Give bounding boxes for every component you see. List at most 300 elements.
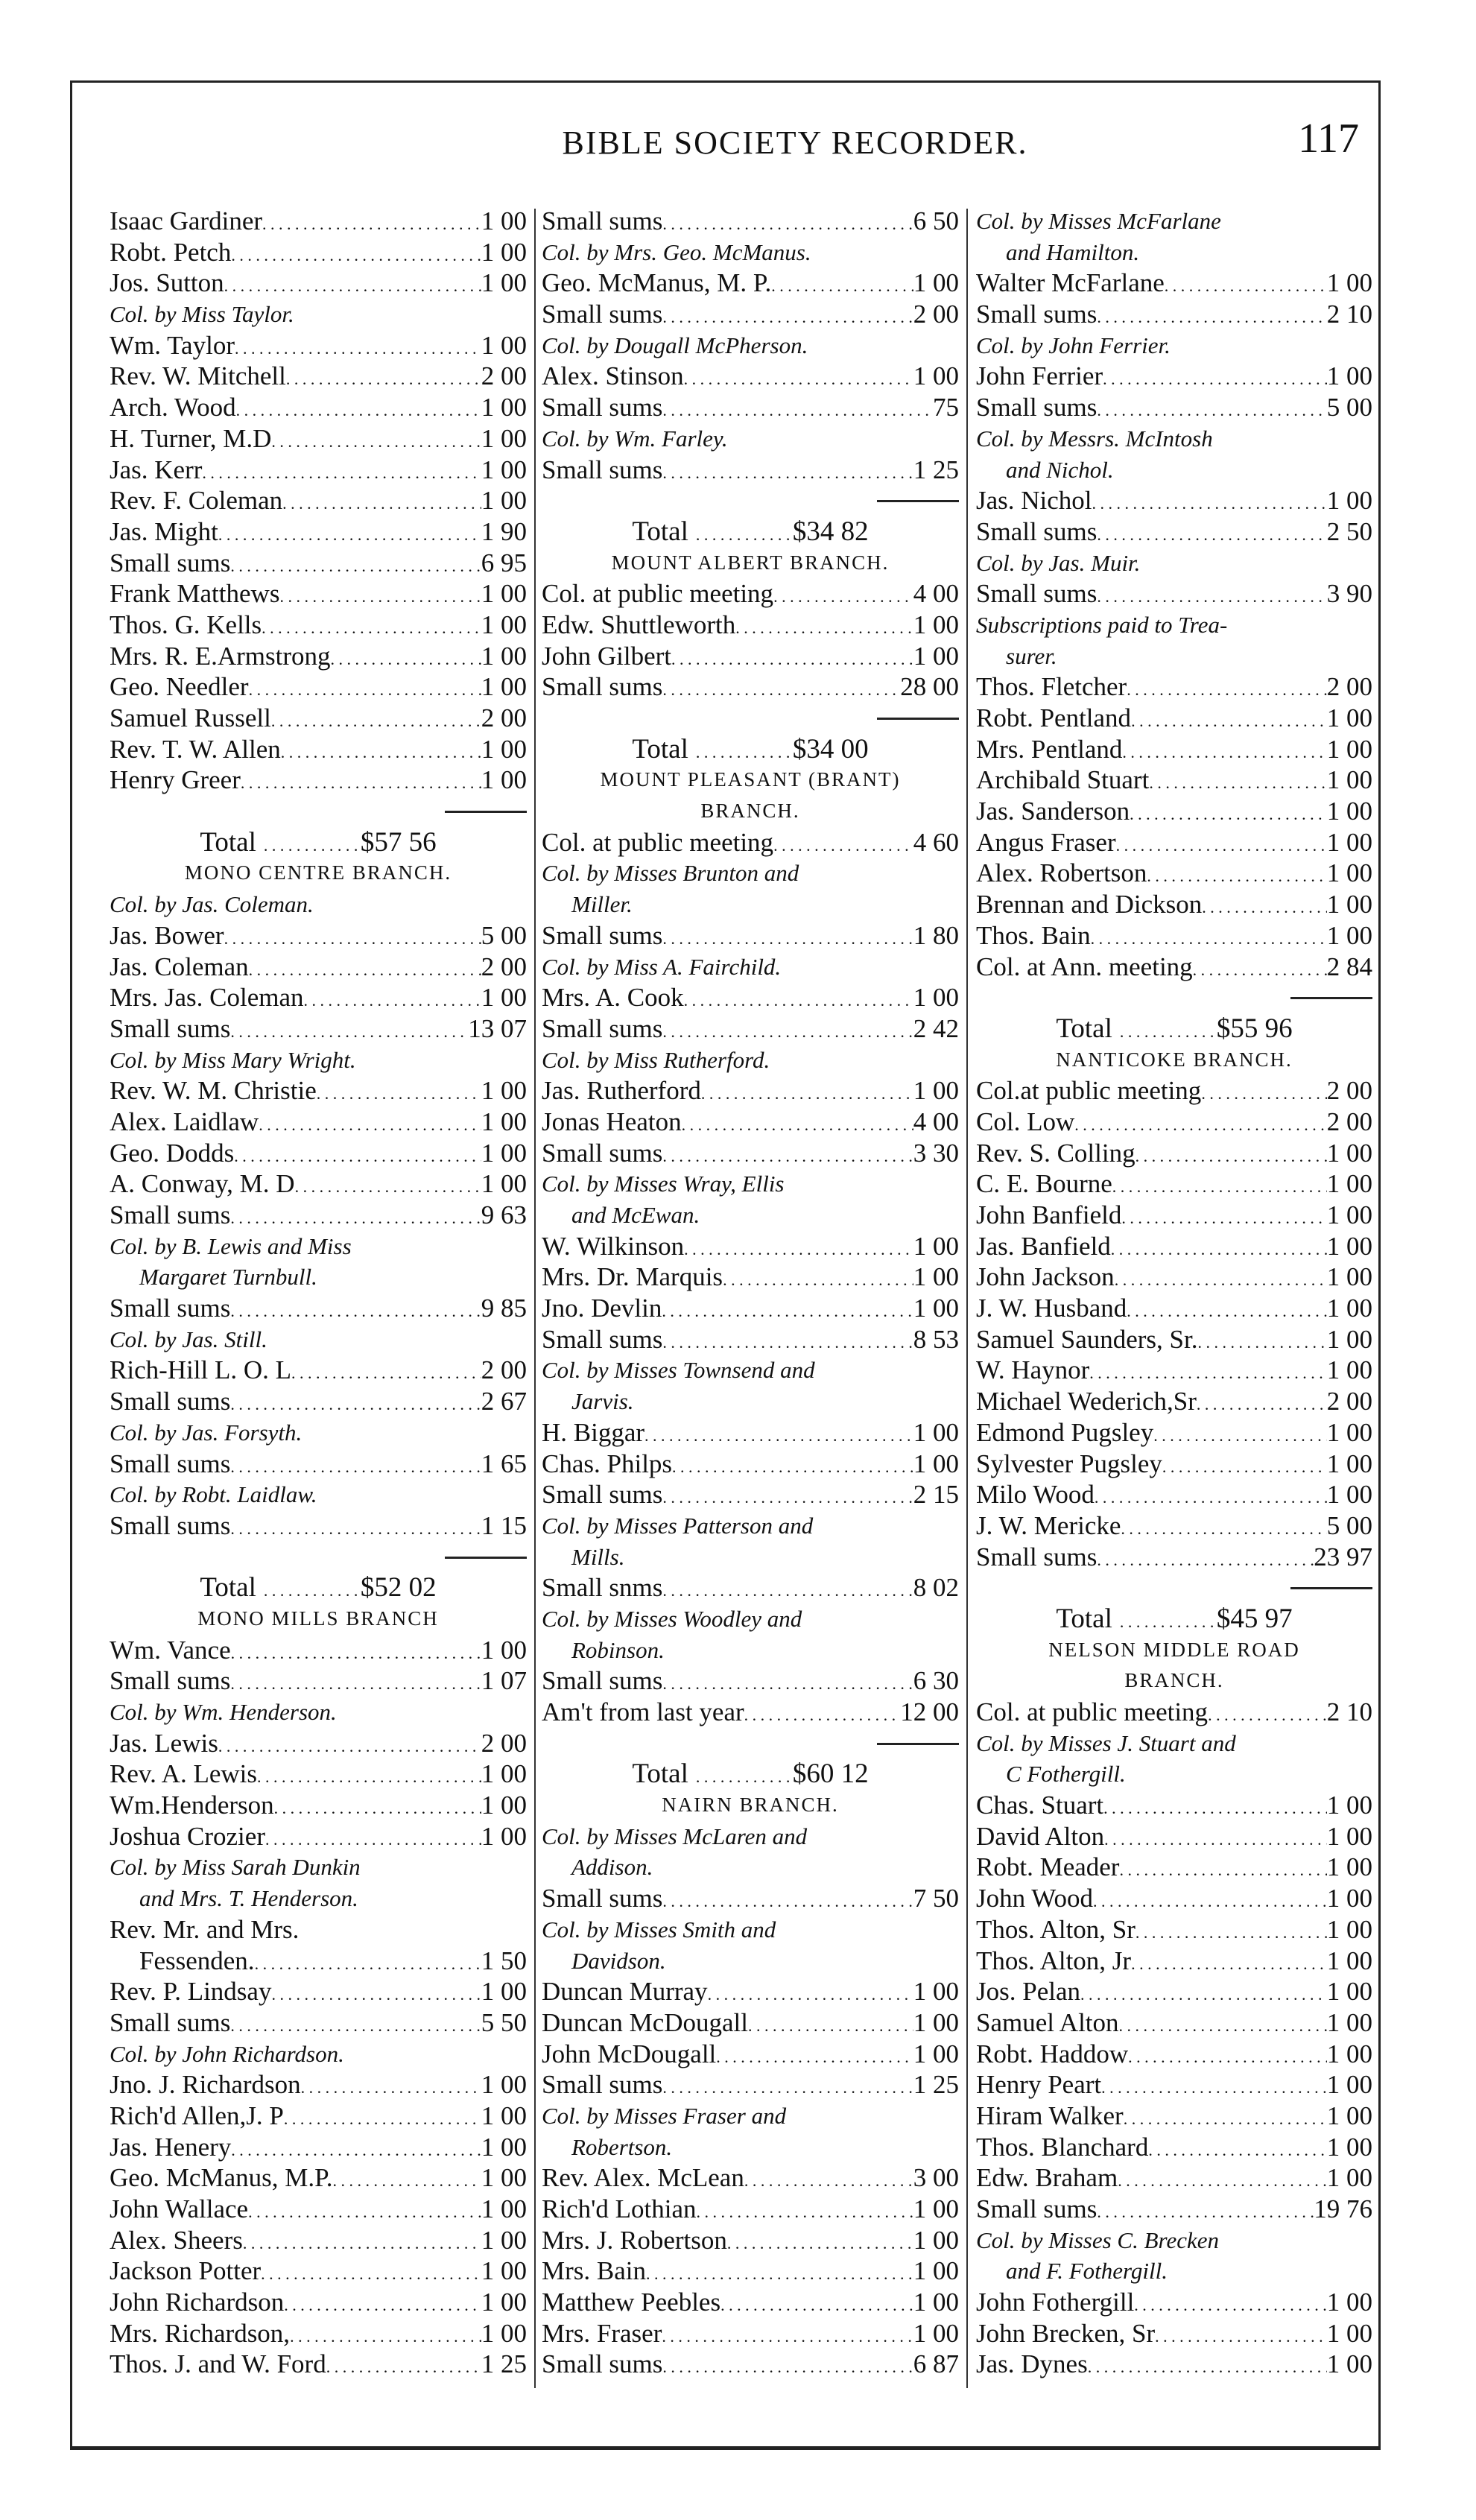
entry-row <box>542 299 959 330</box>
entry-row <box>976 1417 1372 1449</box>
leader-dots <box>684 361 913 392</box>
entry-name: Small sums <box>110 1666 231 1696</box>
entry-row <box>110 516 527 548</box>
entry-name: Jas. Dynes <box>976 2349 1088 2379</box>
entry-row <box>542 641 959 672</box>
entry-row <box>542 1479 959 1510</box>
leader-dots <box>682 1107 913 1138</box>
entry-row <box>110 392 527 423</box>
entry-row <box>976 1479 1372 1510</box>
entry-row <box>542 1883 959 1914</box>
entry-amount: 1 00 <box>913 641 959 671</box>
collector-text: Col. by Mrs. Geo. McManus. <box>542 238 811 265</box>
sum-rule <box>542 485 959 516</box>
entry-name: Thos. G. Kells <box>110 610 262 639</box>
collector-text: and F. Fothergill. <box>1006 2258 1168 2285</box>
total-label: Total <box>632 1758 688 1790</box>
entry-name: Small sums <box>542 1480 663 1510</box>
entry-amount: 1 00 <box>913 1294 959 1323</box>
entry-row <box>976 516 1372 548</box>
sum-rule-line <box>445 811 527 813</box>
entry-name: Henry Peart <box>976 2070 1102 2100</box>
entry-name: Jas. Henery <box>110 2132 232 2162</box>
total-row <box>542 734 959 765</box>
collector-text: Col. by B. Lewis and Miss <box>110 1232 352 1259</box>
entry-row <box>110 361 527 392</box>
entry-row <box>976 578 1372 610</box>
leader-dots <box>1130 796 1327 827</box>
total-label: Total <box>1056 1013 1112 1044</box>
entry-name: W. Haynor <box>976 1355 1090 1385</box>
entry-row <box>542 827 959 858</box>
entry-name: H. Turner, M.D <box>110 423 272 453</box>
entry-row <box>976 2069 1372 2100</box>
entry-name: W. Wilkinson <box>542 1231 685 1261</box>
branch-heading <box>976 1665 1372 1697</box>
entry-row <box>976 392 1372 423</box>
entry-name: John Gilbert <box>542 641 672 671</box>
entry-row <box>110 610 527 641</box>
leader-dots <box>286 361 481 392</box>
entry-name: Small sums <box>542 672 663 702</box>
entry-amount: 1 00 <box>481 2256 527 2286</box>
entry-name: Milo Wood <box>976 1480 1095 1510</box>
entry-row <box>976 1946 1372 1977</box>
entry-name: Wm. Vance <box>110 1635 231 1665</box>
entry-row <box>976 827 1372 858</box>
leader-dots <box>1201 1075 1326 1107</box>
leader-dots <box>230 2007 481 2039</box>
entry-amount: 7 50 <box>913 1884 959 1913</box>
entry-amount: 1 00 <box>1326 2070 1372 2100</box>
entry-name: Rev. P. Lindsay <box>110 1977 272 2007</box>
entry-name: Mrs. Richardson, <box>110 2318 291 2348</box>
entry-name: Col. at Ann. meeting <box>976 952 1193 981</box>
entry-amount: 6 50 <box>913 206 959 235</box>
entry-amount: 1 00 <box>1326 890 1372 919</box>
entry-row <box>110 1138 527 1169</box>
entry-row <box>542 2007 959 2039</box>
entry-name: John Fothergill <box>976 2288 1135 2317</box>
leader-dots <box>1103 361 1327 392</box>
entry-amount: 1 00 <box>913 983 959 1013</box>
leader-dots <box>1128 2039 1327 2070</box>
collector-line-continued <box>542 1386 959 1417</box>
entry-row <box>542 1293 959 1324</box>
entry-amount: 2 00 <box>1326 1387 1372 1416</box>
entry-name: Alex. Sheers <box>110 2225 243 2255</box>
entry-row <box>542 1138 959 1169</box>
entry-row <box>110 578 527 610</box>
entry-amount: 8 02 <box>913 1573 959 1603</box>
sum-rule-line <box>877 500 959 502</box>
leader-dots <box>716 2039 913 2070</box>
entry-row <box>976 1107 1372 1138</box>
leader-dots <box>662 2349 913 2380</box>
entry-amount: 2 15 <box>913 1480 959 1510</box>
leader-dots <box>1148 2132 1326 2163</box>
collector-line <box>110 1852 527 1883</box>
entry-row <box>110 2349 527 2380</box>
total-label: Total <box>632 516 688 547</box>
leader-dots <box>1135 1914 1327 1946</box>
collector-line-continued <box>542 1946 959 1977</box>
entry-row <box>110 1510 527 1542</box>
entry-row <box>110 671 527 703</box>
entry-row <box>976 764 1372 796</box>
entry-name: Geo. Needler <box>110 672 249 702</box>
collector-text: Col. by Jas. Coleman. <box>110 891 314 918</box>
entry-name: Rev. Alex. McLean <box>542 2163 744 2193</box>
entry-row <box>110 330 527 361</box>
collector-line <box>976 610 1372 641</box>
leader-dots <box>1074 1107 1327 1138</box>
entry-row <box>976 2318 1372 2349</box>
leader-dots <box>701 1075 913 1107</box>
entry-row <box>976 1138 1372 1169</box>
entry-amount: 1 00 <box>1326 1417 1372 1447</box>
entry-amount: 1 00 <box>913 1262 959 1292</box>
entry-name: Brennan and Dickson <box>976 890 1203 919</box>
entry-row <box>976 1976 1372 2007</box>
collector-line-continued <box>976 641 1372 672</box>
sum-rule-line <box>1290 1587 1372 1589</box>
leader-dots <box>662 2318 913 2349</box>
entry-row <box>110 267 527 299</box>
collector-line <box>110 1324 527 1355</box>
leader-dots <box>231 1635 481 1666</box>
entry-row <box>110 1790 527 1821</box>
entry-name: Jas. Kerr <box>110 455 203 484</box>
bottom-rule <box>72 2446 1378 2450</box>
entry-name: Joshua Crozier <box>110 1821 265 1851</box>
entry-name: Col. at public meeting <box>542 579 774 609</box>
total-label: Total <box>200 826 256 858</box>
entry-amount: 1 00 <box>481 237 527 267</box>
collector-text: Subscriptions paid to Trea- <box>976 611 1228 638</box>
entry-name: Rev. F. Coleman <box>110 486 283 516</box>
leader-dots <box>271 423 481 455</box>
entry-name: Edw. Braham <box>976 2163 1118 2193</box>
entry-row <box>976 920 1372 952</box>
collector-line <box>110 1417 527 1449</box>
entry-name: Mrs. Dr. Marquis <box>542 1262 723 1292</box>
entry-amount: 1 00 <box>481 1076 527 1106</box>
leader-dots <box>1111 1231 1327 1262</box>
total-amount: $55 96 <box>1216 1013 1293 1044</box>
entry-name: Thos. Alton, Sr <box>976 1914 1135 1944</box>
entry-name: Mrs. A. Cook <box>542 983 684 1013</box>
entry-amount: 1 00 <box>1326 1294 1372 1323</box>
collector-text: Miller. <box>571 891 633 918</box>
leader-dots <box>744 2162 913 2194</box>
leader-dots <box>230 1510 481 1542</box>
leader-dots <box>1121 1510 1326 1542</box>
entry-amount: 1 00 <box>913 2007 959 2037</box>
entry-amount: 1 00 <box>1326 361 1372 391</box>
entry-amount: 1 00 <box>913 1076 959 1106</box>
leader-dots <box>696 734 793 765</box>
collector-line <box>542 330 959 361</box>
total-row <box>976 1604 1372 1635</box>
entry-amount: 1 00 <box>913 2318 959 2348</box>
leader-dots <box>1119 1852 1326 1883</box>
entry-amount: 1 00 <box>481 765 527 795</box>
entry-row <box>110 734 527 765</box>
entry-row <box>976 671 1372 703</box>
branch-heading-text: MONO MILLS BRANCH <box>197 1606 439 1630</box>
entry-name: Samuel Saunders, Sr. <box>976 1324 1198 1354</box>
entry-name: Wm.Henderson <box>110 1791 274 1820</box>
entry-row <box>976 1883 1372 1914</box>
entry-amount: 2 00 <box>481 703 527 732</box>
entry-row <box>110 1107 527 1138</box>
leader-dots <box>291 1355 481 1386</box>
sum-rule <box>976 982 1372 1013</box>
entry-row <box>976 1261 1372 1293</box>
leader-dots <box>646 2255 913 2287</box>
leader-dots <box>1197 1386 1327 1417</box>
leader-dots <box>1127 1293 1327 1324</box>
leader-dots <box>696 1758 793 1790</box>
entry-name: John Richardson <box>110 2288 285 2317</box>
entry-name: Isaac Gardiner <box>110 206 263 235</box>
branch-heading-text: MONO CENTRE BRANCH. <box>184 861 452 884</box>
entry-row <box>976 1790 1372 1821</box>
entry-name: Thos. J. and W. Ford <box>110 2349 326 2379</box>
branch-heading <box>542 1790 959 1821</box>
entry-name: Col.at public meeting <box>976 1076 1202 1106</box>
leader-dots <box>1127 671 1327 703</box>
entry-row <box>542 920 959 952</box>
leader-dots <box>1131 1946 1327 1977</box>
entry-row <box>542 1449 959 1480</box>
collector-text: Col. by Misses Brunton and <box>542 860 799 887</box>
leader-dots <box>1095 1479 1327 1510</box>
collector-line <box>976 330 1372 361</box>
entry-name: Rich-Hill L. O. L <box>110 1355 291 1385</box>
collector-line <box>542 1510 959 1542</box>
entry-amount: 1 00 <box>481 330 527 360</box>
total-amount: $34 00 <box>792 733 869 764</box>
entry-name: Rev. W. M. Christie <box>110 1076 317 1106</box>
entry-name: Robt. Meader <box>976 1852 1120 1882</box>
leader-dots <box>662 455 913 486</box>
sum-rule-line <box>877 1743 959 1745</box>
leader-dots <box>1118 2162 1327 2194</box>
leader-dots <box>230 1386 481 1417</box>
entry-name: Robt. Haddow <box>976 2039 1129 2068</box>
entry-name: Rev. W. Mitchell <box>110 361 286 391</box>
collector-text: Jarvis. <box>571 1388 634 1415</box>
entry-amount: 1 00 <box>481 2194 527 2223</box>
entry-name: A. Conway, M. D <box>110 1169 295 1199</box>
entry-name: Small sums <box>542 1884 663 1913</box>
entry-amount: 2 00 <box>481 952 527 981</box>
entry-name: Small sums <box>976 300 1098 329</box>
entry-amount: 13 07 <box>468 1013 527 1043</box>
entry-amount: 1 00 <box>1326 858 1372 888</box>
entry-name: Rev. A. Lewis <box>110 1759 257 1789</box>
collector-text: Mills. <box>571 1543 625 1570</box>
entry-row <box>542 1261 959 1293</box>
entry-amount: 1 00 <box>1326 1977 1372 2007</box>
entry-name: Small sums <box>542 1666 663 1696</box>
entry-amount: 75 <box>933 393 959 422</box>
collector-text: and Hamilton. <box>1006 238 1140 265</box>
leader-dots <box>662 1883 913 1914</box>
entry-name: Small sums <box>976 579 1098 609</box>
entry-row <box>542 2225 959 2256</box>
entry-row <box>976 299 1372 330</box>
entry-row <box>110 2132 527 2163</box>
sum-rule <box>110 796 527 827</box>
entry-row <box>542 2069 959 2100</box>
entry-name: Small sums <box>110 1387 231 1416</box>
entry-row <box>542 578 959 610</box>
leader-dots <box>1091 920 1327 952</box>
leader-dots <box>1149 764 1326 796</box>
leader-dots <box>662 2069 913 2100</box>
leader-dots <box>662 1013 913 1045</box>
entry-amount: 1 00 <box>1326 1449 1372 1478</box>
entry-amount: 6 87 <box>913 2349 959 2379</box>
collector-text: C Fothergill. <box>1006 1761 1126 1788</box>
leader-dots <box>224 920 481 952</box>
entry-name: Mrs. Bain <box>542 2256 646 2286</box>
top-rule <box>72 80 1378 83</box>
total-row <box>110 1572 527 1604</box>
entry-row <box>542 2194 959 2225</box>
entry-row <box>976 1542 1372 1573</box>
entry-row <box>542 2162 959 2194</box>
entry-name: Small sums <box>110 1294 231 1323</box>
entry-row <box>976 734 1372 765</box>
entry-name: Small sums <box>110 1200 231 1229</box>
leader-dots <box>1112 1168 1327 1200</box>
entry-name: Matthew Peebles <box>542 2288 721 2317</box>
entry-row <box>110 2287 527 2318</box>
entry-amount: 1 00 <box>481 2070 527 2100</box>
leader-dots <box>331 641 481 672</box>
leader-dots <box>202 455 481 486</box>
page-number: 117 <box>1298 115 1359 162</box>
entry-amount: 1 00 <box>913 1977 959 2007</box>
branch-heading <box>542 548 959 579</box>
entry-row <box>542 2318 959 2349</box>
entry-name: Small sums <box>542 455 663 484</box>
leader-dots <box>1080 1976 1327 2007</box>
entry-amount: 1 00 <box>481 1821 527 1851</box>
leader-dots <box>773 827 913 858</box>
entry-name: Small sums <box>976 1542 1098 1571</box>
entry-name: Small sums <box>542 920 663 950</box>
entry-row <box>110 1635 527 1666</box>
entry-name: Sylvester Pugsley <box>976 1449 1162 1478</box>
entry-amount: 1 00 <box>1326 2039 1372 2068</box>
branch-heading-text: NANTICOKE BRANCH. <box>1056 1048 1293 1071</box>
entry-row <box>542 392 959 423</box>
entry-name: H. Biggar <box>542 1417 645 1447</box>
entry-amount: 1 80 <box>913 920 959 950</box>
leader-dots <box>1097 2194 1314 2225</box>
entry-name: Small sums <box>110 1013 231 1043</box>
entry-amount: 1 00 <box>1326 1791 1372 1820</box>
entry-name: Rich'd Lothian <box>542 2194 697 2223</box>
entry-amount: 1 00 <box>481 1791 527 1820</box>
entry-amount: 1 00 <box>481 1635 527 1665</box>
leader-dots <box>230 1293 481 1324</box>
leader-dots <box>301 2069 481 2100</box>
leader-dots <box>304 982 481 1013</box>
leader-dots <box>662 299 913 330</box>
entry-amount: 2 67 <box>481 1387 527 1416</box>
entry-name: Mrs. Pentland <box>976 734 1123 764</box>
entry-name: Small sums <box>976 393 1098 422</box>
entry-row <box>110 641 527 672</box>
entry-amount: 1 00 <box>1326 1262 1372 1292</box>
leader-dots <box>744 1697 901 1728</box>
leader-dots <box>281 734 481 765</box>
entry-amount: 1 00 <box>1326 2288 1372 2317</box>
entry-name: Small sums <box>542 393 663 422</box>
entry-name: Robt. Pentland <box>976 703 1132 732</box>
entry-name: John Banfield <box>976 1200 1122 1229</box>
entry-amount: 1 00 <box>1326 1231 1372 1261</box>
collector-text: Col. by Misses McLaren and <box>542 1823 808 1849</box>
sum-rule-line <box>445 1557 527 1559</box>
entry-name-line <box>110 1914 527 1946</box>
entry-row <box>976 1168 1372 1200</box>
total-row <box>542 1758 959 1790</box>
entry-name: Small sums <box>542 1324 663 1354</box>
entry-name: Alex. Robertson <box>976 858 1147 888</box>
entry-name: Small sums <box>976 2194 1098 2223</box>
leader-dots <box>243 2225 481 2256</box>
entry-row <box>542 1417 959 1449</box>
leader-dots <box>1131 703 1327 734</box>
entry-name: Jas. Lewis <box>110 1728 218 1758</box>
entry-amount: 23 97 <box>1314 1542 1372 1571</box>
entry-name: Geo. McManus, M.P. <box>110 2163 333 2193</box>
collector-line <box>110 1479 527 1510</box>
entry-amount: 1 00 <box>1326 1355 1372 1385</box>
entry-row <box>976 1075 1372 1107</box>
entry-row <box>542 2039 959 2070</box>
entry-name: Chas. Stuart <box>976 1791 1104 1820</box>
entry-amount: 1 00 <box>1326 734 1372 764</box>
entry-name: Jas. Bower <box>110 920 224 950</box>
entry-row <box>110 206 527 237</box>
column-2 <box>542 206 959 2411</box>
entry-amount: 2 50 <box>1326 516 1372 546</box>
branch-heading <box>542 764 959 796</box>
collector-line <box>110 1045 527 1076</box>
branch-heading-text: MOUNT ALBERT BRANCH. <box>611 551 890 574</box>
leader-dots <box>231 237 481 268</box>
entry-amount: 6 30 <box>913 1666 959 1696</box>
leader-dots <box>662 206 913 237</box>
entry-name: Mrs. R. E.Armstrong <box>110 641 331 671</box>
collector-line <box>110 299 527 330</box>
collector-text: Davidson. <box>571 1947 666 1974</box>
leader-dots <box>235 330 481 361</box>
total-row <box>976 1013 1372 1045</box>
collector-text: Margaret Turnbull. <box>139 1264 317 1291</box>
entry-name: Jas. Nichol <box>976 486 1092 516</box>
entry-amount: 1 00 <box>1326 2100 1372 2130</box>
entry-amount: 1 00 <box>481 2288 527 2317</box>
